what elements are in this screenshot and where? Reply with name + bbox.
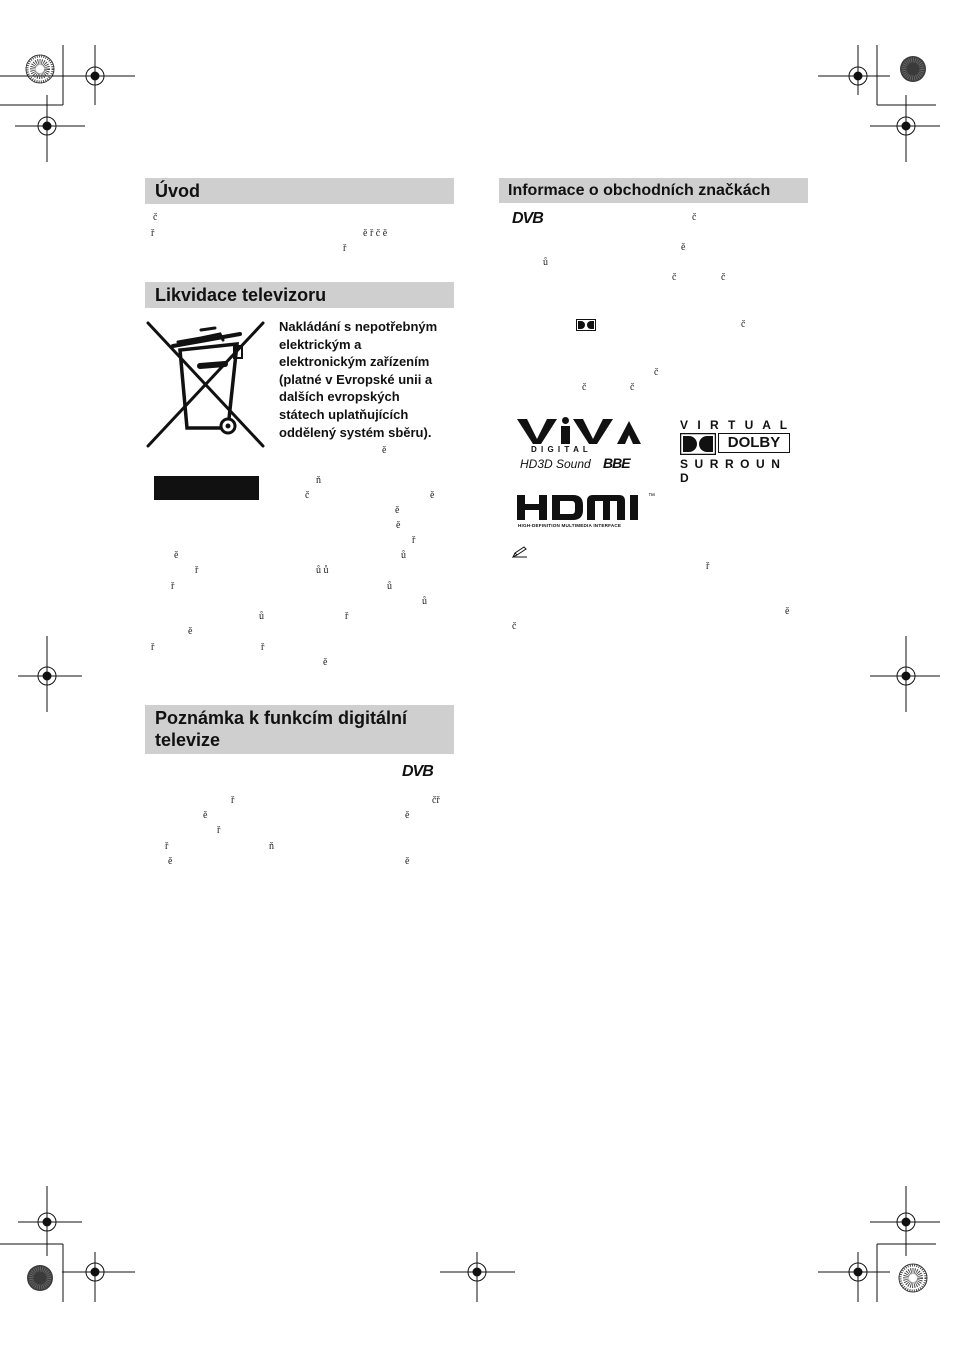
dolby-dd-icon [680, 433, 716, 455]
dolby-virtual-surround-logo [680, 418, 792, 485]
weee-line: dalších evropských [279, 389, 400, 405]
text-fragment: ě [188, 626, 193, 637]
viva-hd3d-text: HD3D Sound [520, 457, 591, 471]
dolby-word: DOLBY [718, 433, 790, 453]
text-fragment: ě [382, 445, 387, 456]
text-fragment: ř [343, 243, 347, 254]
text-fragment: ů ů [316, 565, 329, 576]
weee-statement [279, 318, 459, 441]
text-fragment: č [721, 272, 726, 283]
heading-poznamka-line1: Poznámka k funkcím digitální [155, 708, 408, 728]
text-fragment: ě [396, 520, 401, 531]
weee-line: státech uplatňujících [279, 406, 409, 422]
heading-poznamka [145, 705, 454, 754]
text-fragment: ě [395, 505, 400, 516]
viva-bbe-text: BBE [603, 455, 630, 471]
text-fragment: č [582, 382, 587, 393]
text-fragment: ř [195, 565, 199, 576]
text-fragment: ř [217, 825, 221, 836]
dvb-logo: DVB [402, 763, 433, 780]
text-fragment: č [512, 621, 517, 632]
text-fragment: č [654, 367, 659, 378]
heading-informace: Informace o obchodních značkách [499, 178, 808, 203]
dolby-virtual-text: V I R T U A L [680, 418, 791, 432]
text-fragment: ř [151, 642, 155, 653]
text-fragment: ů [401, 550, 406, 561]
note-pencil-icon [512, 546, 528, 558]
weee-line: (platné v Evropské unii a [279, 371, 433, 387]
text-fragment: čř [432, 795, 440, 806]
weee-line: elektrickým a [279, 336, 362, 352]
viva-wordmark [517, 417, 643, 445]
crossed-bin-icon [145, 320, 267, 450]
text-fragment: ů [387, 581, 392, 592]
text-fragment: č [153, 212, 158, 223]
hdmi-logo [517, 493, 662, 533]
weee-bar-symbol [154, 476, 259, 500]
text-fragment: č [741, 319, 746, 330]
text-fragment: č [305, 490, 310, 501]
dolby-surround-text: S U R R O U N D [680, 457, 782, 485]
text-fragment: ě [203, 810, 208, 821]
text-fragment: ř [231, 795, 235, 806]
dolby-dd-icon [576, 319, 596, 331]
weee-line: oddělený systém sběru). [279, 424, 432, 440]
text-fragment: ň [316, 475, 321, 486]
text-fragment: ě ř č ě [363, 228, 388, 239]
text-fragment: ě [405, 810, 410, 821]
heading-poznamka-line2: televize [155, 730, 221, 750]
text-fragment: ě [168, 856, 173, 867]
viva-digital-logo [517, 417, 647, 472]
hdmi-wordmark [517, 493, 651, 521]
weee-line: Nakládání s nepotřebným [279, 319, 438, 334]
text-fragment: ě [405, 856, 410, 867]
text-fragment: ě [174, 550, 179, 561]
text-fragment: ě [430, 490, 435, 501]
viva-digital-text: D I G I T A L [531, 445, 589, 454]
text-fragment: ř [261, 642, 265, 653]
weee-line: elektronickým zařízením [279, 354, 430, 370]
text-fragment: ů [543, 257, 548, 268]
heading-uvod: Úvod [145, 178, 454, 204]
text-fragment: ě [785, 606, 790, 617]
text-fragment: ř [171, 581, 175, 592]
text-fragment: ř [412, 535, 416, 546]
hdmi-tagline: HIGH-DEFINITION MULTIMEDIA INTERFACE [518, 523, 622, 528]
text-fragment: ň [269, 841, 274, 852]
text-fragment: č [630, 382, 635, 393]
text-fragment: ř [151, 228, 155, 239]
text-fragment: ř [165, 841, 169, 852]
heading-likvidace: Likvidace televizoru [145, 282, 454, 308]
text-fragment: ů [422, 596, 427, 607]
dvb-logo: DVB [512, 210, 543, 227]
text-fragment: ů [259, 611, 264, 622]
text-fragment: ř [345, 611, 349, 622]
text-fragment: ě [323, 657, 328, 668]
text-fragment: č [672, 272, 677, 283]
text-fragment: ř [706, 561, 710, 572]
text-fragment: ě [681, 242, 686, 253]
text-fragment: č [692, 212, 697, 223]
hdmi-tm: ™ [648, 493, 655, 500]
